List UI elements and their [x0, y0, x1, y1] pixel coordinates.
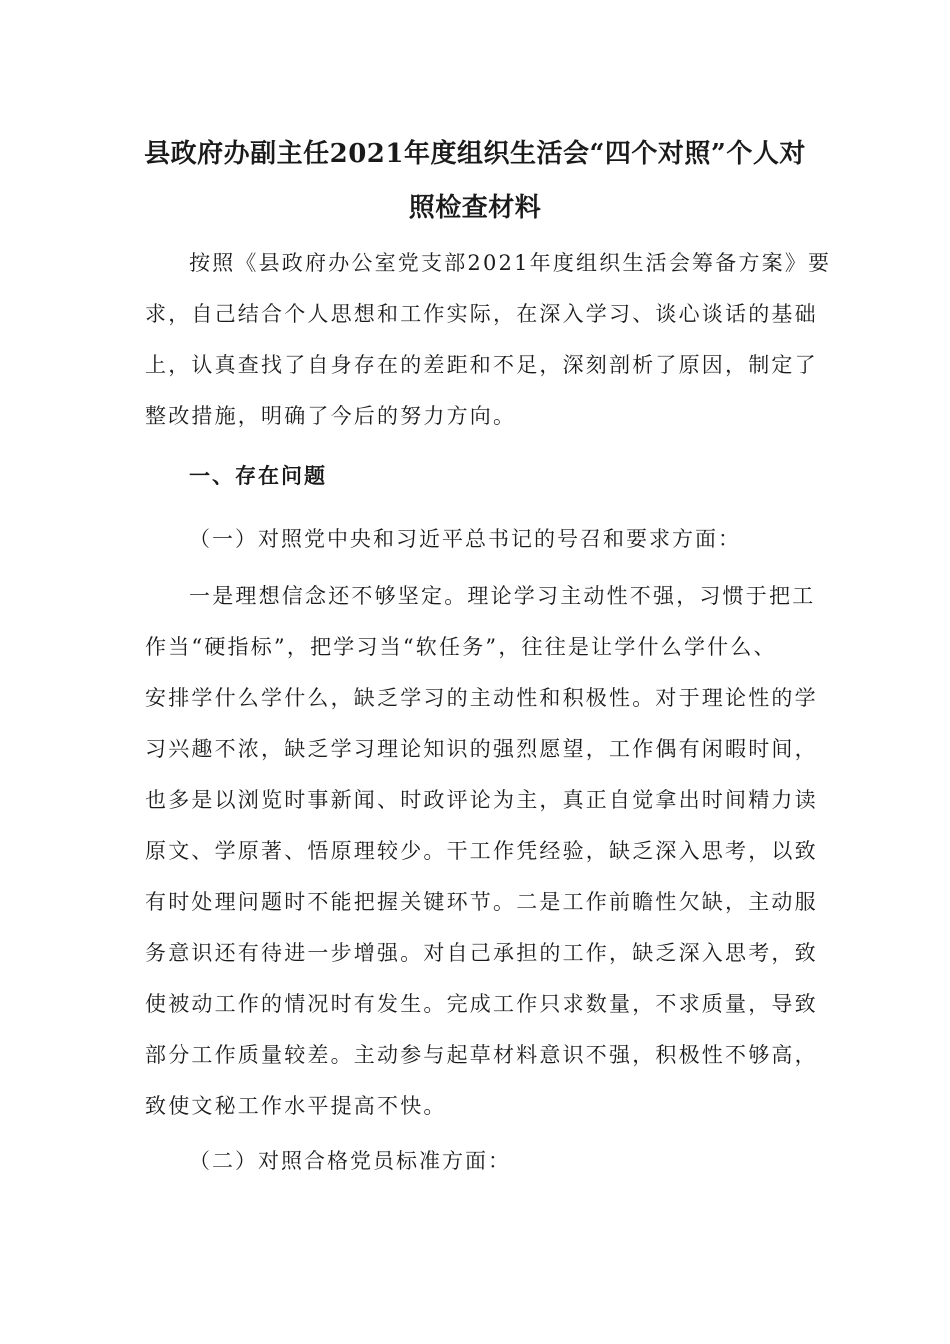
paragraph-line: 致使文秘工作水平提高不快。: [145, 1094, 447, 1118]
section-heading-problems: 一、存在问题: [189, 463, 327, 488]
paragraph-line: 习兴趣不浓，缺乏学习理论知识的强烈愿望，工作偶有闲暇时间，: [145, 737, 818, 761]
paragraph-line: 使被动工作的情况时有发生。完成工作只求数量，不求质量，导致: [145, 992, 818, 1016]
paragraph-line: 部分工作质量较差。主动参与起草材料意识不强，积极性不够高，: [145, 1043, 818, 1067]
paragraph-line: 安排学什么学什么，缺乏学习的主动性和积极性。对于理论性的学: [145, 686, 818, 710]
subsection-1-paragraph: [145, 571, 818, 1132]
document-title: [140, 127, 810, 235]
subsection-heading-2: （二）对照合格党员标准方面：: [189, 1149, 511, 1173]
title-line: 县政府办副主任2021年度组织生活会“四个对照”个人对: [144, 139, 806, 169]
paragraph-line: 有时处理问题时不能把握关键环节。二是工作前瞻性欠缺，主动服: [145, 890, 818, 914]
paragraph-line: 原文、学原著、悟原理较少。干工作凭经验，缺乏深入思考，以致: [145, 839, 818, 863]
paragraph-line: 作当“硬指标”，把学习当“软任务”，往往是让学什么学什么、: [145, 635, 777, 659]
paragraph-line: 按照《县政府办公室党支部2021年度组织生活会筹备方案》要: [189, 251, 832, 275]
subsection-heading-1: （一）对照党中央和习近平总书记的号召和要求方面：: [189, 527, 741, 551]
paragraph-line: 一是理想信念还不够坚定。理论学习主动性不强，习惯于把工: [189, 584, 816, 608]
title-line: 照检查材料: [408, 193, 542, 223]
paragraph-line: 务意识还有待进一步增强。对自己承担的工作，缺乏深入思考，致: [145, 941, 818, 965]
paragraph-line: 也多是以浏览时事新闻、时政评论为主，真正自觉拿出时间精力读: [145, 788, 818, 812]
paragraph-line: 整改措施，明确了今后的努力方向。: [145, 404, 517, 428]
paragraph-line: 上，认真查找了自身存在的差距和不足，深刻剖析了原因，制定了: [145, 353, 818, 377]
intro-paragraph: [145, 238, 832, 442]
paragraph-line: 求，自己结合个人思想和工作实际，在深入学习、谈心谈话的基础: [145, 302, 818, 326]
